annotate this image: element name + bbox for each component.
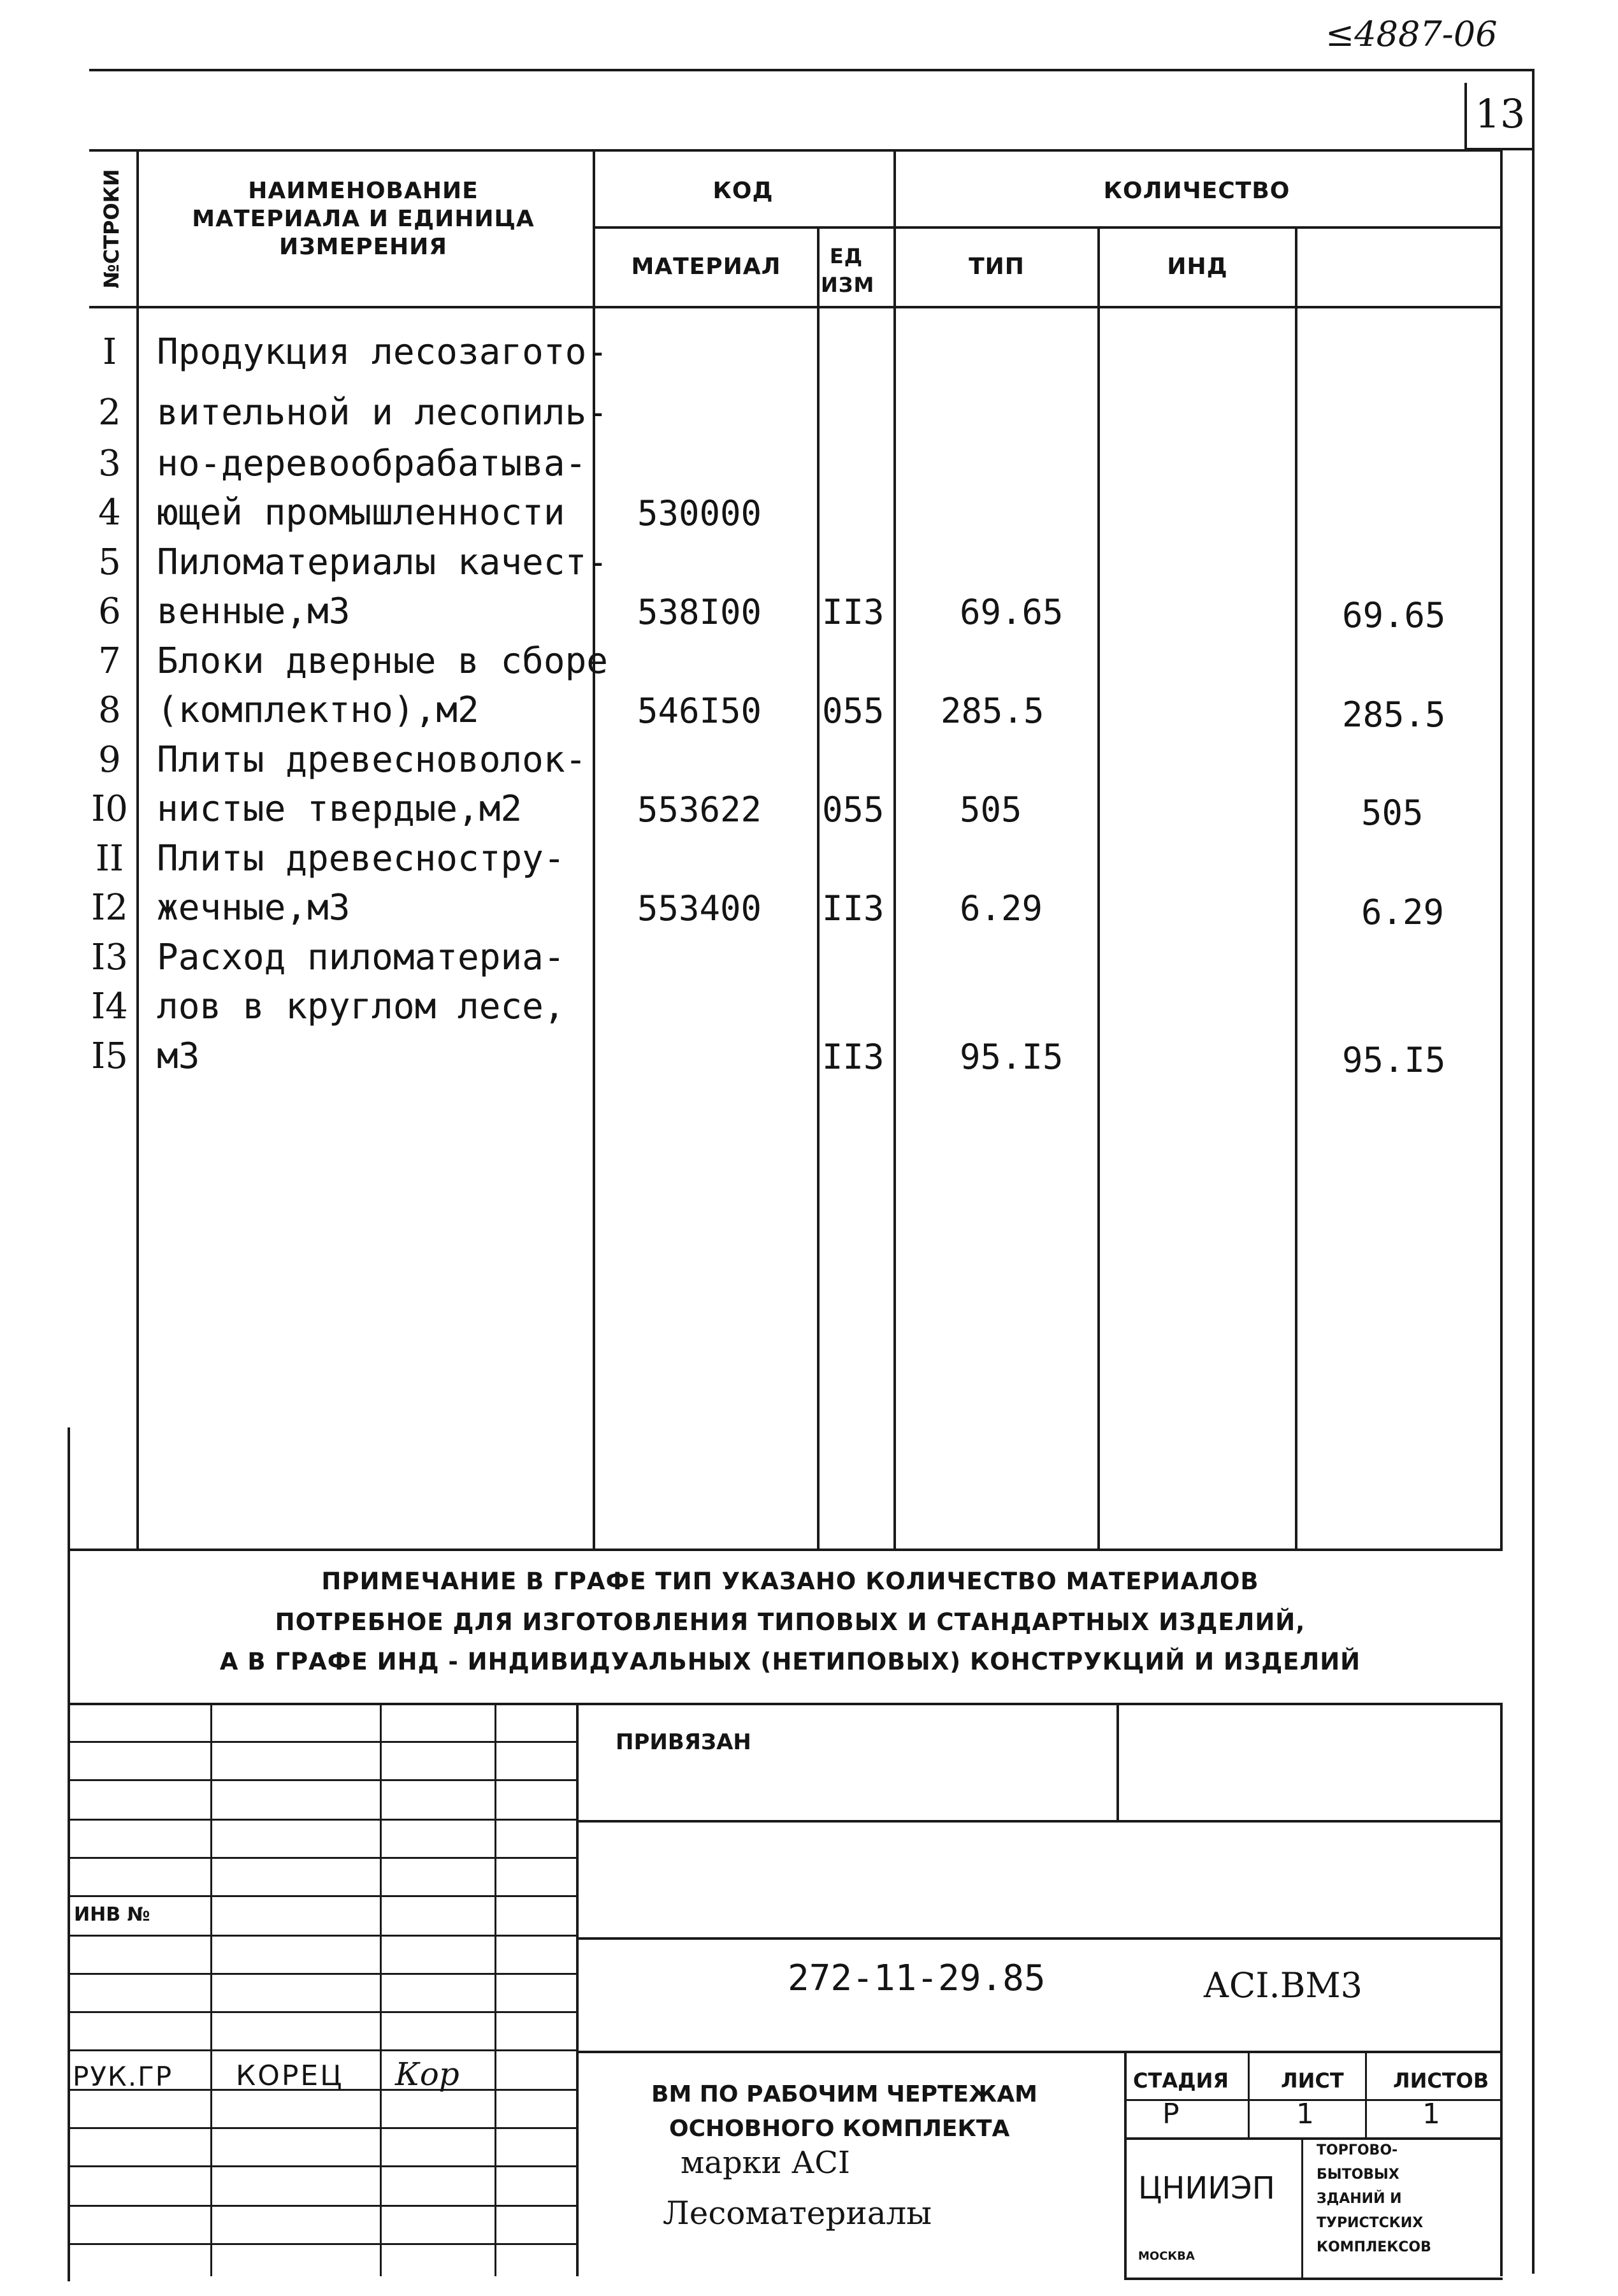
total-quantity: 6.29: [1361, 892, 1445, 932]
stamp-subject: Лесоматериалы: [663, 2195, 932, 2232]
stamp-person: КОРЕЦ: [236, 2060, 344, 2092]
stamp-privyazan-sep: [1116, 1703, 1119, 1820]
stamp-org-desc: ЗДАНИЙ И: [1317, 2191, 1402, 2207]
stamp-right-border: [1500, 1703, 1503, 2276]
unit-code: 055: [822, 790, 885, 830]
stamp-row-rule: [68, 1779, 576, 1781]
stamp-doc-number: 272-11-29.85: [788, 1958, 1046, 1999]
stamp-mark: АСI.ВМ3: [1203, 1965, 1363, 2005]
stamp-row-rule: [68, 2165, 576, 2167]
type-quantity: 505: [960, 790, 1022, 830]
stamp-row-rule: [68, 2049, 576, 2051]
header-code: КОД: [712, 178, 774, 204]
material-code: 538I00: [637, 592, 762, 632]
row-number: 7: [98, 640, 121, 682]
table-top-rule: [89, 149, 1503, 152]
page-right-border: [1532, 69, 1535, 2274]
stamp-row-rule: [68, 1935, 576, 1937]
stamp-top-rule: [68, 1703, 1503, 1705]
total-quantity: 285.5: [1342, 695, 1446, 735]
stamp-right-rule: [576, 1937, 1500, 1940]
note-line: ПОТРЕБНОЕ ДЛЯ ИЗГОТОВЛЕНИЯ ТИПОВЫХ И СТАНДАРТНЫХ ИЗДЕЛИЙ,: [275, 1608, 1306, 1636]
stamp-sheet: 1: [1296, 2098, 1314, 2130]
stamp-mark-line: марки АСI: [681, 2145, 850, 2181]
material-name-line: Блоки дверные в сборе: [157, 640, 609, 682]
total-quantity: 95.I5: [1342, 1040, 1446, 1080]
stamp-left-block-sep: [576, 1703, 579, 2276]
table-right-border: [1500, 149, 1503, 1551]
col-type-sep: [1097, 226, 1100, 1551]
material-name-line: но-деревообрабатыва-: [157, 443, 587, 484]
header-bottom-rule: [89, 306, 1503, 308]
stamp-row-rule: [68, 1741, 576, 1743]
stamp-org: ЦНИИЭП: [1138, 2170, 1275, 2206]
stamp-row-rule: [68, 1857, 576, 1859]
stamp-info-rule: [1124, 2137, 1500, 2140]
note-line: А В ГРАФЕ ИНД - ИНДИВИДУАЛЬНЫХ (НЕТИПОВЫХ) КОНСТРУКЦИЙ И ИЗДЕЛИЙ: [219, 1648, 1361, 1675]
stamp-row-rule: [68, 1895, 576, 1897]
sheet-number-box-left: [1464, 83, 1467, 152]
stamp-sheets-label: ЛИСТОВ: [1393, 2069, 1489, 2093]
material-name-line: Плиты древесностру-: [157, 838, 565, 879]
material-name-line: (комплектно),м2: [157, 690, 479, 731]
note-line: ПРИМЕЧАНИЕ В ГРАФЕ ТИП УКАЗАНО КОЛИЧЕСТВО МАТЕРИАЛОВ: [321, 1568, 1259, 1595]
col-ind-sep: [1295, 226, 1297, 1551]
header-type: ТИП: [969, 254, 1025, 280]
stamp-row-rule: [68, 2205, 576, 2207]
material-name-line: нистые твердые,м2: [157, 788, 523, 830]
top-rule: [89, 69, 1535, 71]
material-code: 546I50: [637, 691, 762, 731]
stamp-city: МОСКВА: [1138, 2249, 1195, 2263]
header-unit: ЕД ИЗМ: [821, 244, 875, 297]
stamp-signature: Кор: [395, 2056, 459, 2093]
stamp-info-sep: [1248, 2051, 1250, 2137]
material-name-line: Расход пиломатериа-: [157, 937, 565, 978]
type-quantity: 95.I5: [960, 1037, 1064, 1077]
stamp-stage-label: СТАДИЯ: [1133, 2069, 1229, 2093]
material-name-line: вительной и лесопиль-: [157, 392, 609, 433]
material-code: 553622: [637, 790, 762, 830]
stamp-info-left: [1124, 2051, 1127, 2280]
stamp-col-sep: [210, 1703, 212, 2276]
unit-code: II3: [822, 1037, 885, 1077]
material-name-line: венные,м3: [157, 591, 350, 632]
stamp-col-sep: [380, 1703, 382, 2276]
header-row-number: №СТРОКИ: [99, 169, 124, 289]
row-number: 2: [98, 392, 121, 433]
row-number: 5: [98, 542, 121, 583]
archive-code: ≤4887-06: [1325, 14, 1498, 54]
stamp-org-desc: БЫТОВЫХ: [1317, 2167, 1399, 2183]
row-number: I4: [91, 986, 128, 1027]
sheet-number: 13: [1475, 90, 1526, 137]
material-name-line: Пиломатериалы качест-: [157, 542, 609, 583]
stamp-row-rule: [68, 1819, 576, 1821]
stamp-bottom-rule: [1124, 2278, 1503, 2280]
header-mid-rule: [593, 226, 1503, 229]
material-code: 553400: [637, 888, 762, 928]
material-name-line: м3: [157, 1036, 200, 1077]
material-code: 530000: [637, 493, 762, 533]
row-number: I0: [91, 788, 128, 830]
stamp-col-sep: [495, 1703, 496, 2276]
unit-code: II3: [822, 592, 885, 632]
type-quantity: 285.5: [941, 691, 1044, 731]
material-name-line: жечные,м3: [157, 887, 350, 928]
stamp-info-sep: [1301, 2137, 1303, 2280]
total-quantity: 505: [1361, 793, 1424, 833]
header-quantity: КОЛИЧЕСТВО: [1103, 178, 1290, 204]
row-number: 9: [98, 739, 121, 781]
unit-code: II3: [822, 888, 885, 928]
stamp-stage: Р: [1162, 2098, 1180, 2130]
row-number: 4: [98, 492, 121, 533]
stamp-row-rule: [68, 2011, 576, 2013]
total-quantity: 69.65: [1342, 595, 1446, 635]
row-number: 8: [98, 690, 121, 731]
stamp-right-rule: [576, 2051, 1500, 2053]
stamp-title-line: ВМ ПО РАБОЧИМ ЧЕРТЕЖАМ: [651, 2081, 1037, 2107]
stamp-info-sep: [1365, 2051, 1367, 2137]
left-margin-line: [68, 1427, 70, 2281]
unit-code: 055: [822, 691, 885, 731]
type-quantity: 69.65: [960, 592, 1064, 632]
material-name-line: Продукция лесозаготo-: [157, 331, 609, 373]
row-number: II: [95, 838, 124, 879]
stamp-privyazan: ПРИВЯЗАН: [616, 1729, 751, 1755]
stamp-row-rule: [68, 2243, 576, 2245]
stamp-right-rule: [576, 1820, 1500, 1823]
material-name-line: Плиты древесноволок-: [157, 739, 587, 781]
stamp-inv-no: ИНВ №: [74, 1903, 150, 1926]
stamp-sheet-label: ЛИСТ: [1281, 2069, 1344, 2093]
stamp-row-rule: [68, 2127, 576, 2129]
stamp-org-desc: ТОРГОВО-: [1317, 2142, 1398, 2158]
header-material: МАТЕРИАЛ: [631, 254, 781, 280]
stamp-role: РУК.ГР: [73, 2061, 173, 2092]
stamp-org-desc: КОМПЛЕКСОВ: [1317, 2239, 1431, 2255]
row-number: I5: [91, 1036, 128, 1077]
row-number: I: [102, 331, 117, 373]
row-number: I2: [91, 887, 128, 928]
col-material-sep: [817, 226, 820, 1551]
stamp-org-desc: ТУРИСТСКИХ: [1317, 2215, 1424, 2231]
row-number: 3: [98, 443, 121, 484]
stamp-sheets: 1: [1422, 2098, 1440, 2130]
type-quantity: 6.29: [960, 888, 1043, 928]
stamp-row-rule: [68, 1973, 576, 1975]
col-code-sep: [893, 149, 896, 1551]
stamp-title-line: ОСНОВНОГО КОМПЛЕКТА: [669, 2116, 1010, 2142]
row-number: 6: [98, 591, 121, 632]
header-name: НАИМЕНОВАНИЕ МАТЕРИАЛА И ЕДИНИЦА ИЗМЕРЕНИЯ: [192, 178, 535, 260]
header-ind: ИНД: [1167, 254, 1228, 280]
material-name-line: ющей промышленности: [157, 492, 565, 533]
row-number: I3: [91, 937, 128, 978]
material-name-line: лов в круглом лесе,: [157, 986, 565, 1027]
note-top-rule: [68, 1549, 1503, 1551]
